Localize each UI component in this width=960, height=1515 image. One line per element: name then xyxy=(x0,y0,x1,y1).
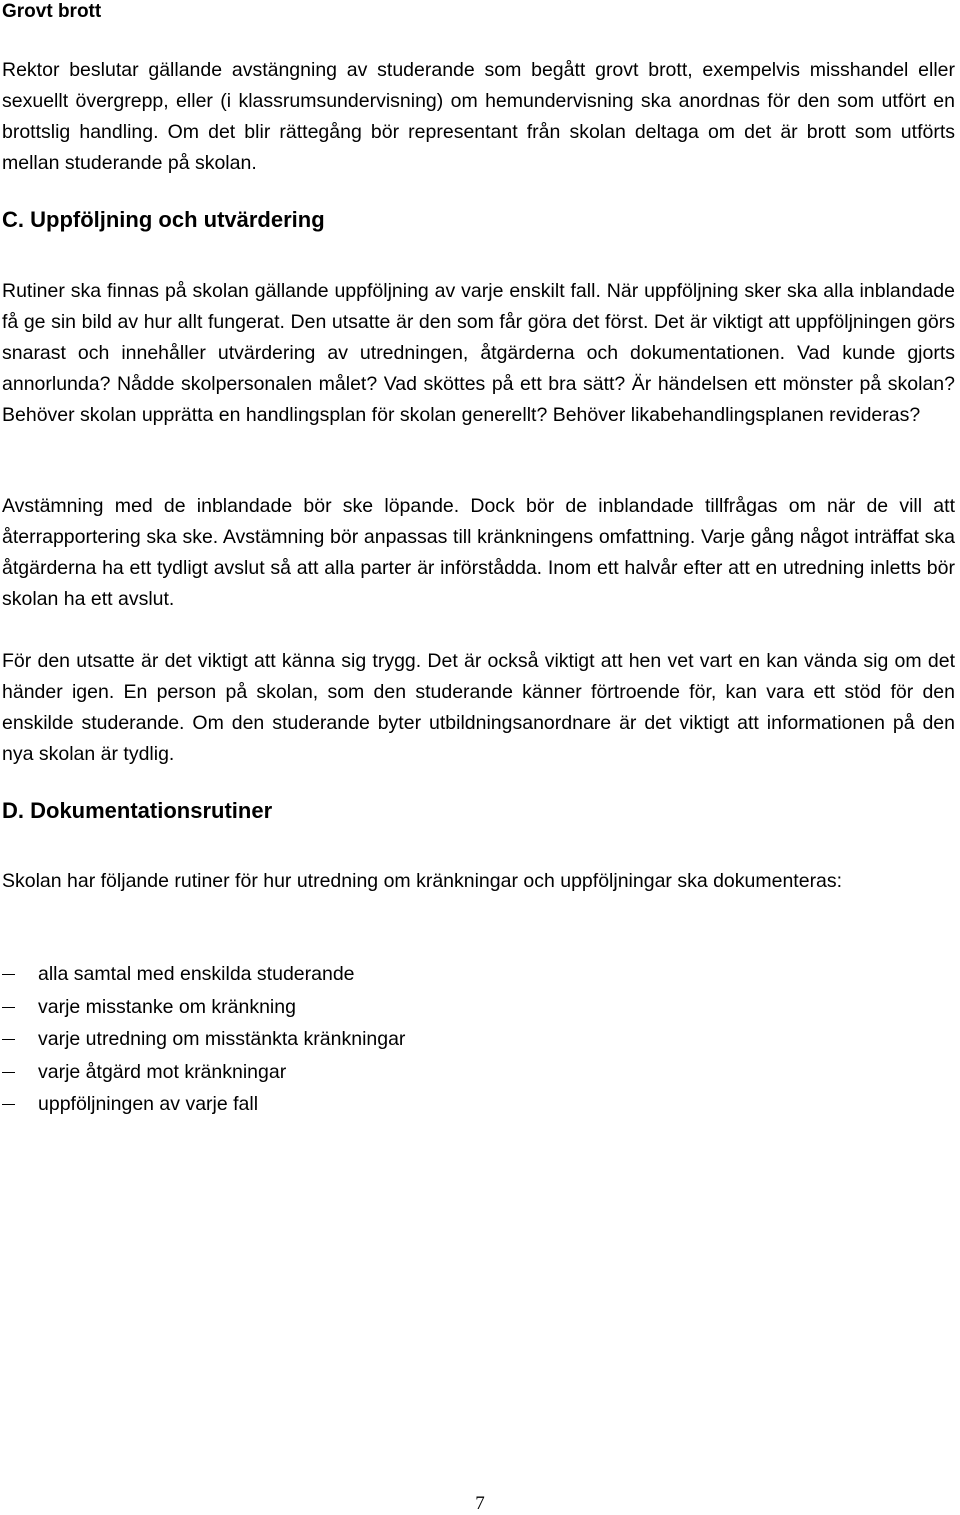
list-item xyxy=(0,991,405,1024)
list-item-text: varje utredning om misstänkta kränkningar xyxy=(38,1028,406,1050)
paragraph-avstamning: Avstämning med de inblandade bör ske löpande. Dock bör de inblandade tillfrågas om när de vill att återrapportering ska ske. Avstämning bör anpassas till kränkningens omfattning. Varje gång något inträffat ska åtgärderna ha ett tydligt avslut så att alla parter är införstådda. Inom ett halvår efter att en utredning inletts bör skolan ha ett avslut. xyxy=(2,495,955,610)
page-number: 7 xyxy=(475,1493,485,1514)
list-item-text: varje åtgärd mot kränkningar xyxy=(38,1060,287,1083)
list-item xyxy=(0,958,405,991)
heading-section-d: D. Dokumentationsrutiner xyxy=(2,798,273,823)
paragraph-dokumentation-intro: Skolan har följande rutiner för hur utredning om kränkningar och uppföljningar ska dokumenteras: xyxy=(2,870,843,892)
list-item-text: alla samtal med enskilda studerande xyxy=(38,963,355,985)
list-item-text: uppföljningen av varje fall xyxy=(38,1093,259,1115)
documentation-list xyxy=(0,958,405,1121)
list-item xyxy=(0,1056,405,1089)
paragraph-utsatte: För den utsatte är det viktigt att känna sig trygg. Det är också viktigt att hen vet vart en kan vända sig om det händer igen. En person på skolan, som den studerande känner förtroende för, kan vara ett stöd för den enskilde studerande. Om den studerande byter utbildningsanordnare är det viktigt att informationen på den nya skolan är tydlig. xyxy=(2,650,955,765)
heading-grovt-brott: Grovt brott xyxy=(2,1,102,22)
heading-section-c: C. Uppföljning och utvärdering xyxy=(2,207,325,232)
dash-bullet-icon xyxy=(2,1104,15,1105)
list-item-text: varje misstanke om kränkning xyxy=(38,995,296,1018)
list-item xyxy=(0,1088,405,1121)
paragraph-grovt-brott: Rektor beslutar gällande avstängning av studerande som begått grovt brott, exempelvis misshandel eller sexuellt övergrepp, eller (i klassrumsundervisning) om hemundervisning ska anordnas för den som utfört en brottslig handling. Om det blir rättegång bör representant från skolan deltaga om det är brott som utförts mellan studerande på skolan. xyxy=(2,59,955,174)
dash-bullet-icon xyxy=(2,1039,15,1040)
paragraph-uppfoljning: Rutiner ska finnas på skolan gällande uppföljning av varje enskilt fall. När uppföljning sker ska alla inblandade få ge sin bild av hur allt fungerat. Den utsatte är den som får göra det först. Det är viktigt att uppföljningen görs snarast och innehåller utvärdering av utredningen, åtgärderna och dokumentationen. Vad kunde gjorts annorlunda? Nådde skolpersonalen målet? Vad sköttes på ett bra sätt? Är händelsen ett mönster på skolan? Behöver skolan upprätta en handlingsplan för skolan generellt? Behöver likabehandlingsplanen revideras? xyxy=(2,280,955,426)
list-item xyxy=(0,1023,405,1056)
dash-bullet-icon xyxy=(2,1072,15,1073)
dash-bullet-icon xyxy=(2,1007,15,1008)
dash-bullet-icon xyxy=(2,974,15,975)
